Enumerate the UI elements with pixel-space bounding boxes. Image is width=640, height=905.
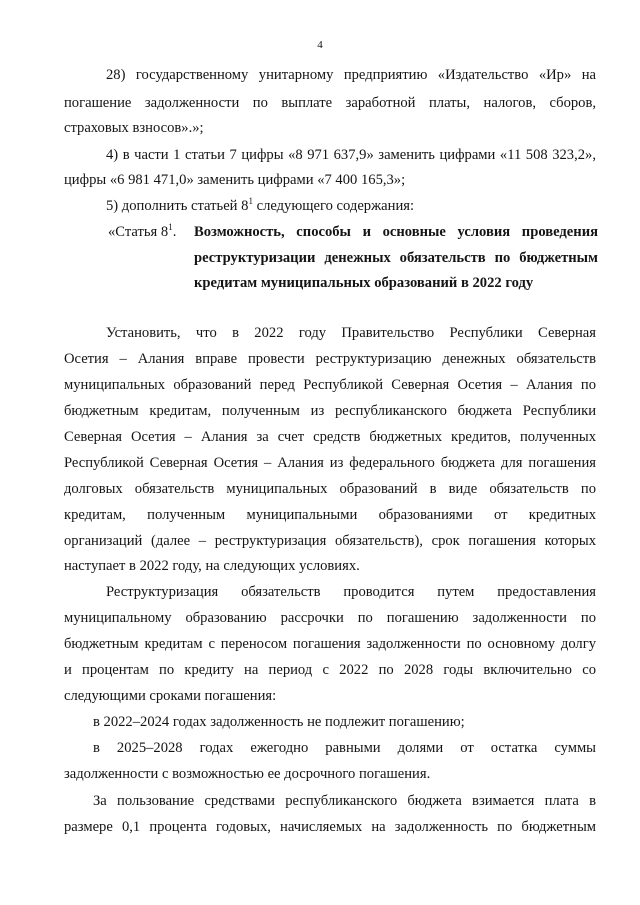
para5-line-2: размере 0,1 процента годовых, начисляемых на задолженность по бюджетным	[64, 819, 596, 835]
para1-line-3: муниципальных образований перед Республикой Северная Осетия – Алания по	[64, 377, 596, 393]
para3-line: в 2022–2024 годах задолженность не подлежит погашению;	[93, 714, 465, 730]
para1-line-8: кредитам, полученным муниципальными образованиями от кредитных	[64, 507, 596, 523]
para1-line-10: наступает в 2022 году, на следующих условиях.	[64, 558, 360, 574]
item28-line-3: страховых взносов».»;	[64, 120, 204, 136]
para4-line-2: задолженности с возможностью ее досрочного погашения.	[64, 766, 431, 782]
para2-line-5: следующими сроками погашения:	[64, 688, 277, 704]
para1-line-4: бюджетным кредитам, полученным из республиканского бюджета Республики	[64, 403, 596, 419]
page-number: 4	[317, 39, 323, 51]
para2-line-1: Реструктуризация обязательств проводится путем предоставления	[106, 584, 596, 600]
item28-line-1: 28) государственному унитарному предприятию «Издательство «Ир» на	[106, 67, 596, 83]
para2-line-2: муниципальному образованию рассрочки по погашению задолженности по	[64, 610, 596, 626]
item5-line	[106, 197, 596, 215]
article-label-text: «Статья 8	[108, 224, 169, 240]
item5-superscript: 1	[248, 196, 253, 207]
para1-line-5: Северная Осетия – Алания за счет средств бюджетных кредитов, полученных	[64, 429, 596, 445]
article-heading-line-1	[108, 223, 598, 241]
article-label-dot: .	[172, 224, 177, 240]
para1-line-1: Установить, что в 2022 году Правительство Республики Северная	[106, 325, 596, 341]
para5-line-1: За пользование средствами республиканского бюджета взимается плата в	[93, 793, 596, 809]
para1-line-2: Осетия – Алания вправе провести реструктуризацию денежных обязательств	[64, 351, 596, 367]
para1-line-9: организаций (далее – реструктуризация обязательств), срок погашения которых	[64, 533, 596, 549]
para2-line-3: бюджетным кредитам с переносом погашения задолженности по основному долгу	[64, 636, 596, 652]
article-title-line-1: Возможность, способы и основные условия проведения	[194, 224, 598, 240]
item5-text: 5) дополнить статьей 8	[106, 198, 249, 214]
para1-line-7: долговых обязательств муниципальных образований в виде обязательств по	[64, 481, 596, 497]
para2-line-4: и процентам по кредиту на период с 2022 по 2028 годы включительно со	[64, 662, 596, 678]
para4-line-1: в 2025–2028 годах ежегодно равными долями от остатка суммы	[93, 740, 596, 756]
item28-line-2: погашение задолженности по выплате заработной платы, налогов, сборов,	[64, 95, 596, 111]
article-title-line-3: кредитам муниципальных образований в 2022 году	[194, 275, 534, 291]
article-label	[108, 223, 194, 241]
article-label-superscript: 1	[168, 222, 173, 233]
para1-line-6: Республикой Северная Осетия – Алания из федерального бюджета для погашения	[64, 455, 596, 471]
item4-line-2: цифры «6 981 471,0» заменить цифрами «7 400 165,3»;	[64, 172, 406, 188]
article-title-line-2: реструктуризации денежных обязательств по бюджетным	[194, 250, 598, 266]
item4-line-1: 4) в части 1 статьи 7 цифры «8 971 637,9» заменить цифрами «11 508 323,2»,	[106, 147, 596, 163]
item5-text-end: следующего содержания:	[252, 198, 415, 214]
